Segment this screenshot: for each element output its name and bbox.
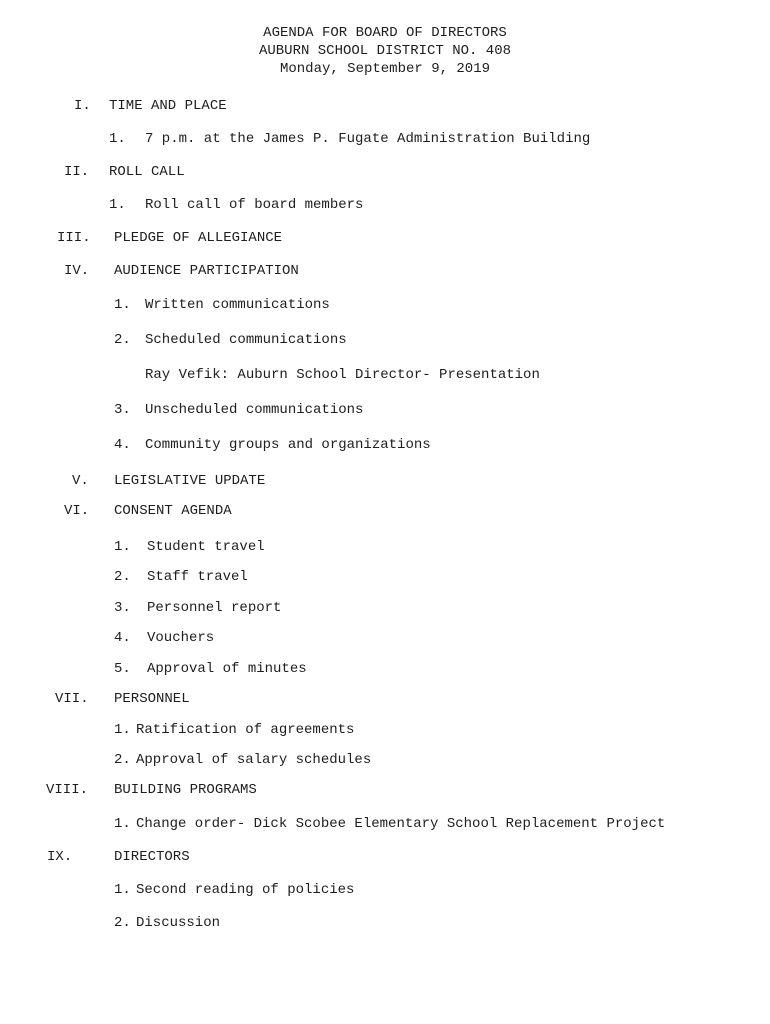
agenda-item: Scheduled communications <box>145 332 347 348</box>
agenda-item: Vouchers <box>147 630 215 646</box>
item-number: 4. <box>114 630 131 646</box>
agenda-item: Approval of salary schedules <box>136 752 372 768</box>
agenda-item: Written communications <box>145 297 330 313</box>
section-title: PERSONNEL <box>114 691 190 707</box>
section-numeral: IX. <box>47 849 73 865</box>
section-numeral: III. <box>57 230 91 246</box>
agenda-item: Unscheduled communications <box>145 402 364 418</box>
item-number: 3. <box>114 402 131 418</box>
agenda-item: Second reading of policies <box>136 882 355 898</box>
item-number: 1. <box>114 816 131 832</box>
agenda-item: Student travel <box>147 539 265 555</box>
section-numeral: I. <box>74 98 91 114</box>
agenda-item: Community groups and organizations <box>145 437 431 453</box>
meeting-date: Monday, September 9, 2019 <box>279 61 491 77</box>
item-number: 1. <box>109 197 126 213</box>
agenda-item: Ratification of agreements <box>136 722 355 738</box>
item-number: 1. <box>114 722 131 738</box>
agenda-item: Roll call of board members <box>145 197 364 213</box>
item-number: 3. <box>114 600 131 616</box>
agenda-item: 7 p.m. at the James P. Fugate Administration Building <box>145 131 591 147</box>
section-title: TIME AND PLACE <box>109 98 227 114</box>
section-title: ROLL CALL <box>109 164 185 180</box>
item-number: 1. <box>114 882 131 898</box>
section-numeral: VII. <box>55 691 89 707</box>
section-numeral: VIII. <box>46 782 89 798</box>
agenda-item: Staff travel <box>147 569 248 585</box>
item-number: 1. <box>114 297 131 313</box>
item-number: 1. <box>114 539 131 555</box>
section-numeral: II. <box>64 164 90 180</box>
agenda-item: Approval of minutes <box>147 661 307 677</box>
section-title: LEGISLATIVE UPDATE <box>114 473 266 489</box>
district-name: AUBURN SCHOOL DISTRICT NO. 408 <box>258 43 512 59</box>
agenda-item: Change order- Dick Scobee Elementary School Replacement Project <box>136 816 666 832</box>
section-numeral: VI. <box>64 503 90 519</box>
item-number: 5. <box>114 661 131 677</box>
agenda-title: AGENDA FOR BOARD OF DIRECTORS <box>263 25 507 41</box>
section-numeral: V. <box>72 473 89 489</box>
item-number: 2. <box>114 332 131 348</box>
agenda-subnote: Ray Vefik: Auburn School Director- Presentation <box>145 367 540 383</box>
section-title: DIRECTORS <box>114 849 190 865</box>
item-number: 2. <box>114 569 131 585</box>
section-title: PLEDGE OF ALLEGIANCE <box>114 230 283 246</box>
item-number: 4. <box>114 437 131 453</box>
section-numeral: IV. <box>64 263 90 279</box>
item-number: 2. <box>114 752 131 768</box>
item-number: 1. <box>109 131 126 147</box>
section-title: AUDIENCE PARTICIPATION <box>114 263 299 279</box>
section-title: BUILDING PROGRAMS <box>114 782 257 798</box>
item-number: 2. <box>114 915 131 931</box>
agenda-item: Discussion <box>136 915 221 931</box>
section-title: CONSENT AGENDA <box>114 503 232 519</box>
agenda-item: Personnel report <box>147 600 282 616</box>
